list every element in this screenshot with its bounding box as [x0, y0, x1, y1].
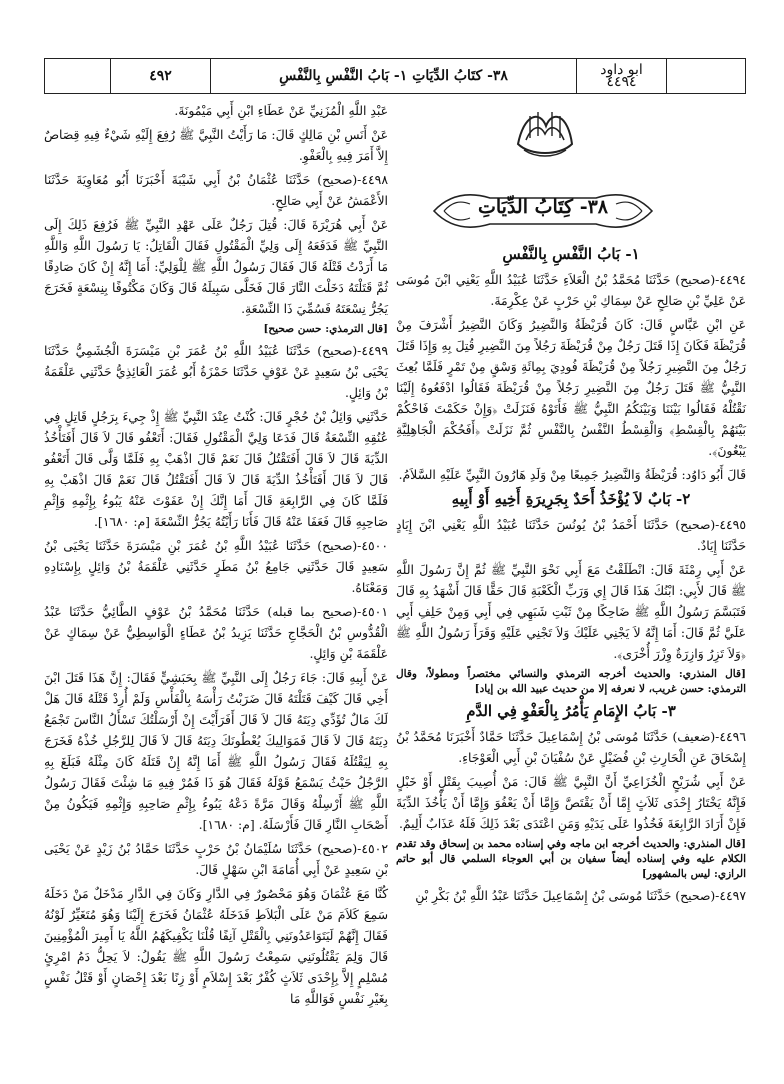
hadith-paragraph: ٤٤٩٤-(صحيح) حَدَّثَنَا مُحَمَّدُ بْنُ الْعَلاَءِ حَدَّثَنَا عُبَيْدُ اللَّهِ يَعْنِي ابْنَ مُوسَى عَنْ عَلِيِّ بْنِ صَالِحٍ عَنْ سِمَاكِ بْنِ حَرْبٍ عَنْ عِكْرِمَةَ.: [396, 272, 746, 308]
reference-cell: [577, 59, 667, 93]
hadith-paragraph: ٤٤٩٥-(صحيح) حَدَّثَنَا أَحْمَدُ بْنُ يُونُسَ حَدَّثَنَا عُبَيْدُ اللَّهِ يَعْنِي ابْنَ إِيَادٍ حَدَّثَنَا إِيَادٌ.: [396, 517, 746, 553]
chapter-heading: ٢- بَابٌ لاَ يُؤْخَذُ أَحَدٌ بِجَرِيرَةِ أَخِيهِ أَوْ أَبِيهِ: [451, 490, 691, 508]
hadith-paragraph: عَنْ أَبِي رِمْثَةَ قَالَ: انْطَلَقْتُ مَعَ أَبِي نَحْوَ النَّبِيِّ ﷺ ثُمَّ إِنَّ رَسُولَ اللَّهِ ﷺ قَالَ لأَبِي: ابْنُكَ هَذَا قَالَ إِي وَرَبِّ الْكَعْبَةِ قَالَ حَقًّا قَالَ أَشْهَدُ بِهِ قَالَ فَتَبَسَّمَ رَسُولُ اللَّهِ ﷺ ضَاحِكًا مِنْ ثَبْتِ شَبَهِي فِي أَبِي وَمِنْ حَلِفِ أَبِي عَلَيَّ ثُمَّ قَالَ: أَمَا إِنَّهُ لاَ يَجْنِي عَلَيْكَ وَلاَ تَجْنِي عَلَيْهِ وَقَرَأَ رَسُولُ اللَّهِ ﷺ ﴿وَلاَ تَزِرُ وَازِرَةٌ وِزْرَ أُخْرَى﴾.: [396, 562, 746, 661]
right-text-column: [396, 240, 746, 909]
reference-label: ابو داود: [600, 62, 643, 78]
left-text-column: [44, 100, 388, 1012]
footnote: [قال المنذري: والحديث أخرجه ابن ماجه وفي إسناده محمد بن إسحاق وقد تقدم الكلام عليه وفي إسناده أيضاً سفيان بن أبي العوجاء السلمي قال أبو حاتم الرازي: ليس بالمشهور]: [396, 838, 746, 880]
page-number: ٤٩٢: [111, 59, 211, 93]
hadith-paragraph: عَنْ أَبِيهِ قَالَ: جَاءَ رَجُلٌ إِلَى النَّبِيِّ ﷺ بِحَبَشِيٍّ فَقَالَ: إِنَّ هَذَا قَتَلَ ابْنَ أَخِي قَالَ كَيْفَ قَتَلْتَهُ قَالَ ضَرَبْتُ رَأْسَهُ بِالْفَأْسِ وَلَمْ أُرِدْ قَتْلَهُ قَالَ هَلْ لَكَ مَالٌ تُؤَدِّي دِيَتَهُ قَالَ لاَ قَالَ أَفَرَأَيْتَ إِنْ أَرْسَلْتُكَ تَسْأَلُ النَّاسَ تَجْمَعُ دِيَتَهُ قَالَ لاَ قَالَ فَمَوَالِيكَ يُعْطُونَكَ دِيَتَهُ قَالَ لاَ قَالَ لِلرَّجُلِ خُذْهُ فَخَرَجَ بِهِ لِيَقْتُلَهُ فَقَالَ رَسُولُ اللَّهِ ﷺ أَمَا إِنَّهُ إِنْ قَتَلَهُ كَانَ مِثْلَهُ فَبَلَغَ بِهِ الرَّجُلُ حَيْثُ يَسْمَعُ قَوْلَهُ فَقَالَ هُوَ ذَا فَمُرْ فِيهِ مَا شِئْتَ فَقَالَ رَسُولُ اللَّهِ ﷺ أَرْسِلْهُ وَقَالَ مَرَّةً دَعْهُ يَبُوءُ بِإِثْمِ صَاحِبِهِ وَإِثْمِهِ فَيَكُونُ مِنْ أَصْحَابِ النَّارِ قَالَ فَأَرْسَلَهُ. [م: ١٦٨٠].: [44, 670, 388, 832]
basmala-calligraphy-icon: [510, 104, 580, 162]
hadith-paragraph: كُنَّا مَعَ عُثْمَانَ وَهُوَ مَحْصُورٌ فِي الدَّارِ وَكَانَ فِي الدَّارِ مَدْخَلٌ مَنْ دَخَلَهُ سَمِعَ كَلاَمَ مَنْ عَلَى الْبَلاَطِ فَدَخَلَهُ عُثْمَانُ فَخَرَجَ إِلَيْنَا وَهُوَ مُتَغَيِّرٌ لَوْنُهُ فَقَالَ إِنَّهُمْ لَيَتَوَاعَدُونَنِي بِالْقَتْلِ آنِفًا قُلْنَا يَكْفِيكَهُمُ اللَّهُ يَا أَمِيرَ الْمُؤْمِنِينَ قَالَ وَلِمَ يَقْتُلُونَنِي سَمِعْتُ رَسُولَ اللَّهِ ﷺ يَقُولُ: لاَ يَحِلُّ دَمُ امْرِئٍ مُسْلِمٍ إِلاَّ بِإِحْدَى ثَلاَثٍ كُفْرٌ بَعْدَ إِسْلاَمٍ أَوْ زِنًا بَعْدَ إِحْصَانٍ أَوْ قَتْلُ نَفْسٍ بِغَيْرِ نَفْسٍ فَوَاللَّهِ مَا: [44, 886, 388, 1006]
hadith-paragraph: ٤٤٩٨-(صحيح) حَدَّثَنَا عُثْمَانُ بْنُ أَبِي شَيْبَةَ أَخْبَرَنَا أَبُو مُعَاوِيَةَ حَدَّثَنَا الأَعْمَشُ عَنْ أَبِي صَالِحٍ.: [44, 172, 388, 208]
hadith-paragraph: عَنِ ابْنِ عَبَّاسٍ قَالَ: كَانَ قُرَيْظَةُ وَالنَّضِيرُ وَكَانَ النَّضِيرُ أَشْرَفَ مِنْ قُرَيْظَةَ فَكَانَ إِذَا قَتَلَ رَجُلٌ مِنْ قُرَيْظَةَ رَجُلاً مِنَ النَّضِيرِ قُتِلَ بِهِ وَإِذَا قَتَلَ رَجُلٌ مِنَ النَّضِيرِ رَجُلاً مِنْ قُرَيْظَةَ فُودِيَ بِمِائَةِ وَسْقٍ مِنْ تَمْرٍ فَلَمَّا بُعِثَ النَّبِيُّ ﷺ قَتَلَ رَجُلٌ مِنَ النَّضِيرِ رَجُلاً مِنْ قُرَيْظَةَ فَقَالُوا ادْفَعُوهُ إِلَيْنَا نَقْتُلْهُ فَقَالُوا بَيْنَنَا وَبَيْنَكُمُ النَّبِيُّ ﷺ فَأَتَوْهُ فَنَزَلَتْ ﴿وَإِنْ حَكَمْتَ فَاحْكُمْ بَيْنَهُمْ بِالْقِسْطِ﴾ وَالْقِسْطُ النَّفْسُ بِالنَّفْسِ ثُمَّ نَزَلَتْ ﴿أَفَحُكْمَ الْجَاهِلِيَّةِ يَبْغُونَ﴾.: [396, 317, 746, 458]
hadith-paragraph: عَنْ أَبِي هُرَيْرَةَ قَالَ: قُتِلَ رَجُلٌ عَلَى عَهْدِ النَّبِيِّ ﷺ فَرُفِعَ ذَلِكَ إِلَى النَّبِيِّ ﷺ فَدَفَعَهُ إِلَى وَلِيِّ الْمَقْتُولِ فَقَالَ الْقَاتِلُ: يَا رَسُولَ اللَّهِ وَاللَّهِ مَا أَرَدْتُ قَتْلَهُ قَالَ فَقَالَ رَسُولُ اللَّهِ ﷺ لِلْوَلِيِّ: أَمَا إِنَّهُ إِنْ كَانَ صَادِقًا ثُمَّ قَتَلْتَهُ دَخَلْتَ النَّارَ قَالَ فَخَلَّى سَبِيلَهُ قَالَ وَكَانَ مَكْتُوفًا بِنِسْعَةٍ فَخَرَجَ يَجُرُّ نِسْعَتَهُ فَسُمِّيَ ذَا النِّسْعَةِ.: [44, 217, 388, 316]
hadith-paragraph: عَنْ أَنَسِ بْنِ مَالِكٍ قَالَ: مَا رَأَيْتُ النَّبِيَّ ﷺ رُفِعَ إِلَيْهِ شَيْءٌ فِيهِ قِصَاصٌ إِلاَّ أَمَرَ فِيهِ بِالْعَفْوِ.: [44, 127, 388, 163]
header-blank-cell: [667, 59, 745, 93]
chapter-heading: ٣- بَابُ الإِمَامِ يَأْمُرُ بِالْعَفْوِ فِي الدَّمِ: [466, 702, 676, 720]
footnote: [قال المنذري: والحديث أخرجه الترمذي والنسائي مختصراً ومطولاً، وقال الترمذي: حسن غريب، لا نعرفه إلا من حديث عبيد الله بن إياد]: [396, 668, 746, 695]
hadith-paragraph: حَدَّثَنِي وَائِلُ بْنُ حُجْرٍ قَالَ: كُنْتُ عِنْدَ النَّبِيِّ ﷺ إِذْ جِيءَ بِرَجُلٍ قَاتِلٍ فِي عُنُقِهِ النِّسْعَةُ قَالَ فَدَعَا وَلِيَّ الْمَقْتُولِ فَقَالَ: أَتَعْفُو قَالَ لاَ قَالَ أَفَتَأْخُذُ الدِّيَةَ قَالَ لاَ قَالَ أَفَتَقْتُلُ قَالَ نَعَمْ قَالَ اذْهَبْ بِهِ فَلَمَّا وَلَّى قَالَ أَتَعْفُو قَالَ لاَ قَالَ أَفَتَأْخُذُ الدِّيَةَ قَالَ لاَ قَالَ أَفَتَقْتُلُ قَالَ نَعَمْ قَالَ اذْهَبْ بِهِ فَلَمَّا كَانَ فِي الرَّابِعَةِ قَالَ أَمَا إِنَّكَ إِنْ عَفَوْتَ عَنْهُ يَبُوءُ بِإِثْمِهِ وَإِثْمِ صَاحِبِهِ قَالَ فَعَفَا عَنْهُ قَالَ فَأَنَا رَأَيْتُهُ يَجُرُّ النِّسْعَةَ [م: ١٦٨٠].: [44, 409, 388, 529]
page-header: [44, 58, 746, 94]
chapter-heading: ١- بَابُ النَّفْسِ بِالنَّفْسِ: [502, 245, 640, 263]
book-title: ٣٨- كِتَابُ الدِّيَاتِ: [478, 196, 608, 218]
hadith-paragraph: ٤٤٩٦-(ضعيف) حَدَّثَنَا مُوسَى بْنُ إِسْمَاعِيلَ حَدَّثَنَا حَمَّادٌ أَخْبَرَنَا مُحَمَّدُ بْنُ إِسْحَاقَ عَنِ الْحَارِثِ بْنِ فُضَيْلٍ عَنْ سُفْيَانَ بْنِ أَبِي الْعَوْجَاءِ.: [396, 729, 746, 765]
running-title: ٣٨- كتَابُ الدِّيَاتِ ١- بَابُ النَّفْسِ بِالنَّفْسِ: [211, 59, 577, 93]
hadith-paragraph: قَالَ أَبُو دَاوُد: قُرَيْظَةُ وَالنَّضِيرُ جَمِيعًا مِنْ وَلَدِ هَارُونَ النَّبِيِّ عَلَيْهِ السَّلاَمُ.: [398, 467, 746, 482]
hadith-paragraph: ٤٥٠١-(صحيح بما قبله) حَدَّثَنَا مُحَمَّدُ بْنُ عَوْفٍ الطَّائِيُّ حَدَّثَنَا عَبْدُ الْقُدُّوسِ بْنُ الْحَجَّاجِ حَدَّثَنَا يَزِيدُ بْنُ عَطَاءٍ الْوَاسِطِيُّ عَنْ سِمَاكٍ عَنْ عَلْقَمَةَ بْنِ وَائِلٍ.: [44, 604, 388, 661]
hadith-paragraph: عَنْ أَبِي شُرَيْحٍ الْخُزَاعِيِّ أَنَّ النَّبِيَّ ﷺ قَالَ: مَنْ أُصِيبَ بِقَتْلٍ أَوْ خَبْلٍ فَإِنَّهُ يَخْتَارُ إِحْدَى ثَلاَثٍ إِمَّا أَنْ يَقْتَصَّ وَإِمَّا أَنْ يَعْفُوَ وَإِمَّا أَنْ يَأْخُذَ الدِّيَةَ فَإِنْ أَرَادَ الرَّابِعَةَ فَخُذُوا عَلَى يَدَيْهِ وَمَنِ اعْتَدَى بَعْدَ ذَلِكَ فَلَهُ عَذَابٌ أَلِيمٌ.: [396, 774, 746, 831]
hadith-paragraph: ٤٥٠٠-(صحيح) حَدَّثَنَا عُبَيْدُ اللَّهِ بْنُ عُمَرَ بْنِ مَيْسَرَةَ حَدَّثَنَا يَحْيَى بْنُ سَعِيدٍ قَالَ حَدَّثَنِي جَامِعُ بْنُ مَطَرٍ حَدَّثَنِي عَلْقَمَةُ بْنُ وَائِلٍ بِإِسْنَادِهِ وَمَعْنَاهُ.: [44, 538, 388, 595]
hadith-paragraph: ٤٤٩٩-(صحيح) حَدَّثَنَا عُبَيْدُ اللَّهِ بْنُ عُمَرَ بْنِ مَيْسَرَةَ الْجُشَمِيُّ حَدَّثَنَا يَحْيَى بْنُ سَعِيدٍ عَنْ عَوْفٍ حَدَّثَنَا حَمْزَةُ أَبُو عُمَرَ الْعَائِذِيُّ حَدَّثَنِي عَلْقَمَةُ بْنُ وَائِلٍ.: [44, 343, 388, 400]
hadith-paragraph: ٤٥٠٢-(صحيح) حَدَّثَنَا سُلَيْمَانُ بْنُ حَرْبٍ حَدَّثَنَا حَمَّادُ بْنُ زَيْدٍ عَنْ يَحْيَى بْنِ سَعِيدٍ عَنْ أَبِي أُمَامَةَ ابْنِ سَهْلٍ قَالَ.: [44, 841, 388, 877]
hadith-paragraph: عَبْدِ اللَّهِ الْمُزَنِيِّ عَنْ عَطَاءِ ابْنِ أَبِي مَيْمُونَةَ.: [174, 103, 388, 118]
footnote: [قال الترمذي: حسن صحيح]: [263, 323, 388, 335]
header-blank-cell: [45, 59, 111, 93]
reference-number: ٤٤٩٤: [606, 74, 637, 90]
hadith-paragraph: ٤٤٩٧-(صحيح) حَدَّثَنَا مُوسَى بْنُ إِسْمَاعِيلَ حَدَّثَنَا عَبْدُ اللَّهِ بْنُ بَكْرِ بْنِ: [415, 888, 746, 903]
